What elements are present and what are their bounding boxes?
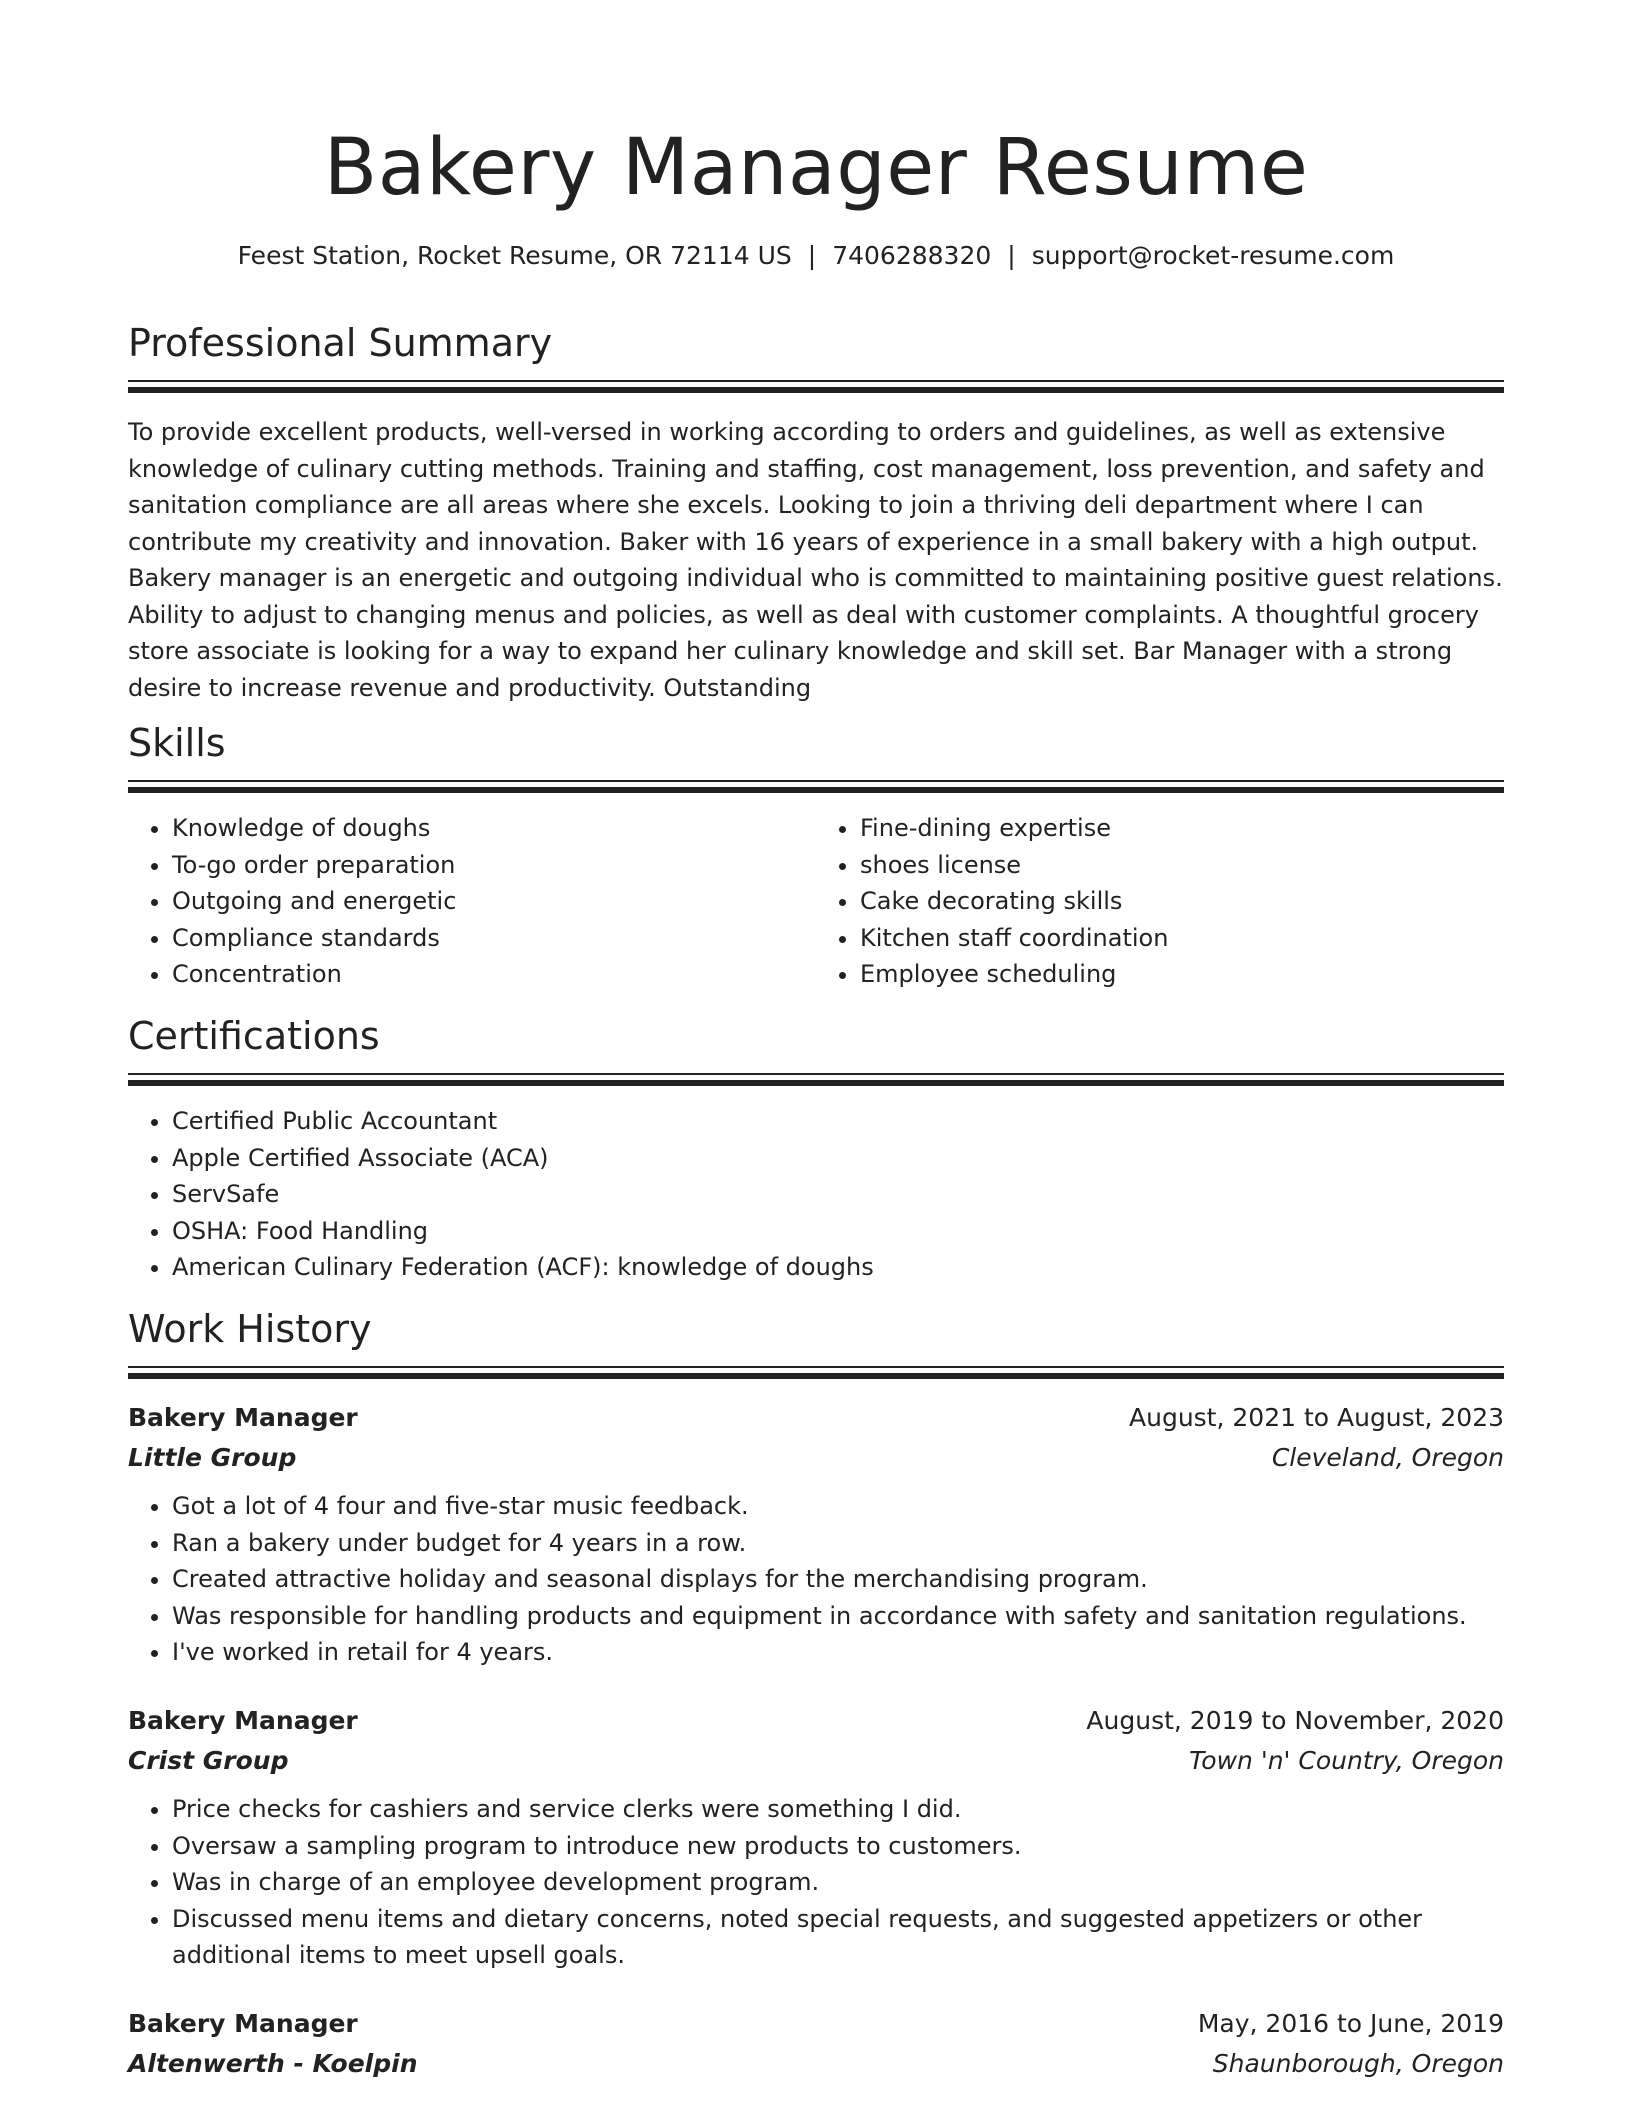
list-item: • Outgoing and energetic	[172, 883, 816, 920]
job-subheader	[128, 1741, 1504, 1781]
address: Feest Station, Rocket Resume, OR 72114 US	[237, 241, 792, 270]
company-name: Crist Group	[128, 1745, 289, 1775]
company-name: Altenwerth - Koelpin	[128, 2048, 418, 2078]
contact-separator: |	[807, 241, 817, 270]
list-item: • Ran a bakery under budget for 4 years in a row.	[172, 1525, 1504, 1562]
section-divider	[128, 1366, 1504, 1380]
page-title: Bakery Manager Resume	[323, 123, 1309, 213]
section-heading: Work History	[128, 1307, 372, 1351]
job-bullets	[128, 1791, 1504, 1974]
list-item: • Employee scheduling	[860, 956, 1504, 993]
job-dates: August, 2021 to August, 2023	[1129, 1403, 1504, 1432]
job-entry	[128, 1701, 1504, 1974]
job-title: Bakery Manager	[128, 1705, 358, 1735]
skills-list-right	[816, 810, 1504, 993]
list-item: • Concentration	[172, 956, 816, 993]
job-subheader	[128, 2044, 1504, 2084]
section-divider	[128, 380, 1504, 394]
job-subheader	[128, 1438, 1504, 1478]
list-item: • Got a lot of 4 four and five-star music feedback.	[172, 1488, 1504, 1525]
certifications-list	[128, 1103, 1504, 1286]
list-item: • Certified Public Accountant	[172, 1103, 1504, 1140]
email: support@rocket-resume.com	[1031, 241, 1395, 270]
list-item: • OSHA: Food Handling	[172, 1213, 1504, 1250]
list-item: • American Culinary Federation (ACF): knowledge of doughs	[172, 1249, 1504, 1286]
phone: 7406288320	[832, 241, 992, 270]
certifications-section	[128, 1011, 1504, 1286]
list-item: • To-go order preparation	[172, 847, 816, 884]
job-location: Cleveland, Oregon	[1271, 1443, 1504, 1472]
professional-summary-section	[128, 318, 1504, 706]
list-item: • Was responsible for handling products and equipment in accordance with safety and sanitation regulations.	[172, 1598, 1504, 1635]
job-header	[128, 2004, 1504, 2044]
job-dates: August, 2019 to November, 2020	[1086, 1705, 1504, 1735]
job-header	[128, 1398, 1504, 1438]
list-item: • Apple Certified Associate (ACA)	[172, 1140, 1504, 1177]
section-heading: Certifications	[128, 1014, 380, 1058]
job-title: Bakery Manager	[128, 1403, 358, 1432]
job-entry	[128, 1398, 1504, 1671]
list-item: • Fine-dining expertise	[860, 810, 1504, 847]
job-entry	[128, 2004, 1504, 2084]
list-item: • I've worked in retail for 4 years.	[172, 1634, 1504, 1671]
list-item: • Created attractive holiday and seasonal displays for the merchandising program.	[172, 1561, 1504, 1598]
job-header	[128, 1701, 1504, 1741]
list-item: • Kitchen staff coordination	[860, 920, 1504, 957]
section-heading: Professional Summary	[128, 321, 553, 365]
job-location: Town 'n' Country, Oregon	[1189, 1745, 1504, 1775]
work-history-section	[128, 1304, 1504, 2084]
skills-list-left	[128, 810, 816, 993]
list-item: • shoes license	[860, 847, 1504, 884]
summary-text: To provide excellent products, well-versed in working according to orders and guidelines, as well as extensive knowledge of culinary cutting methods. Training and staffing, cost management, loss prevention, and safety and sanitation compliance are all areas where she excels. Looking to join a thriving deli department where I can contribute my creativity and innovation. Baker with 16 years of experience in a small bakery with a high output. Bakery manager is an energetic and outgoing individual who is committed to maintaining positive guest relations. Ability to adjust to changing menus and policies, as well as deal with customer complaints. A thoughtful grocery store associate is looking for a way to expand her culinary knowledge and skill set. Bar Manager with a strong desire to increase revenue and productivity. Outstanding	[128, 418, 1503, 702]
list-item: • Compliance standards	[172, 920, 816, 957]
section-divider	[128, 780, 1504, 794]
list-item: • ServSafe	[172, 1176, 1504, 1213]
company-name: Little Group	[128, 1443, 297, 1472]
list-item: • Was in charge of an employee development program.	[172, 1864, 1504, 1901]
section-divider	[128, 1073, 1504, 1087]
contact-separator: |	[1007, 241, 1016, 270]
job-location: Shaunborough, Oregon	[1212, 2048, 1504, 2078]
section-heading: Skills	[128, 721, 226, 765]
contact-line	[128, 238, 1504, 274]
list-item: • Knowledge of doughs	[172, 810, 816, 847]
list-item: • Price checks for cashiers and service clerks were something I did.	[172, 1791, 1504, 1828]
job-dates: May, 2016 to June, 2019	[1197, 2008, 1504, 2038]
job-bullets	[128, 1488, 1504, 1671]
list-item: • Cake decorating skills	[860, 883, 1504, 920]
list-item: • Discussed menu items and dietary concerns, noted special requests, and suggested appetizers or other additional items to meet upsell goals.	[172, 1901, 1504, 1974]
list-item: • Oversaw a sampling program to introduce new products to customers.	[172, 1828, 1504, 1865]
skills-section	[128, 718, 1504, 993]
skills-columns	[128, 794, 1504, 993]
job-title: Bakery Manager	[128, 2008, 358, 2038]
